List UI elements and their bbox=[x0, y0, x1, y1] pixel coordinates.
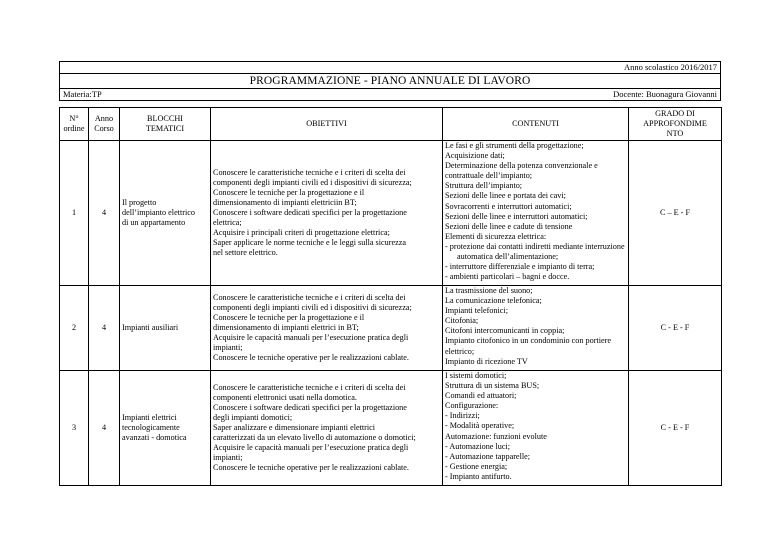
content-item: Struttura dell’impianto; bbox=[445, 181, 523, 191]
header-num-line: ordine bbox=[63, 124, 85, 133]
row-block bbox=[120, 371, 211, 486]
block-line: avanzati - domotica bbox=[122, 433, 187, 443]
content-item: - Automazione tapparelle; bbox=[445, 451, 531, 461]
content-item: - Modalità operative; bbox=[445, 421, 515, 431]
document-sheet bbox=[59, 61, 721, 486]
header-blocks bbox=[120, 108, 211, 141]
objective-line: Conoscere i software dedicati specifici per la progettazione bbox=[213, 207, 407, 217]
objective-line: Saper applicare le norme tecniche e le leggi sulla sicurezza bbox=[213, 238, 406, 248]
contents-list bbox=[445, 286, 626, 367]
content-item: - Automazione luci; bbox=[445, 441, 511, 451]
contents-list bbox=[445, 371, 626, 482]
objective-line: Conoscere le caratteristiche tecniche e i criteri di scelta dei bbox=[213, 167, 406, 177]
row-number: 1 bbox=[60, 141, 89, 286]
block-line: Il progetto bbox=[122, 197, 157, 207]
header-grade-line: NTO bbox=[666, 129, 684, 139]
content-item: I sistemi domotici; bbox=[445, 371, 507, 380]
row-year: 4 bbox=[89, 141, 120, 286]
content-subitem: - interruttore differenziale e impianto di terra; bbox=[445, 262, 595, 272]
objective-line: dimensionamento di impianti elettrici in BT; bbox=[213, 322, 359, 332]
header-contents: CONTENUTI bbox=[443, 108, 629, 141]
row-grade: C – E - F bbox=[629, 141, 722, 286]
objective-line: Saper analizzare e dimensionare impianti elettrici bbox=[213, 422, 376, 432]
content-item: elettrico; bbox=[445, 346, 475, 356]
row-grade: C - E - F bbox=[629, 286, 722, 371]
header-year-line: Anno bbox=[94, 113, 114, 123]
content-item: Sezioni delle linee e cadute di tensione bbox=[445, 221, 573, 231]
row-year: 4 bbox=[89, 286, 120, 371]
table-row bbox=[60, 286, 722, 371]
objective-line: componenti degli impianti civili ed i dispositivi di sicurezza; bbox=[213, 302, 412, 312]
objective-line: impianti; bbox=[213, 343, 243, 353]
header-blocks-line: BLOCCHI bbox=[147, 113, 183, 123]
block-line: Impianti ausiliari bbox=[122, 322, 179, 332]
objective-line: Conoscere le tecniche per la progettazione e il bbox=[213, 312, 365, 322]
content-item: Citofoni intercomunicanti in coppia; bbox=[445, 326, 565, 336]
objective-line: impianti; bbox=[213, 453, 243, 463]
objective-line: Acquisire le capacità manuali per l’esecuzione pratica degli bbox=[213, 443, 409, 453]
objective-line: dimensionamento di impianti elettriciin BT; bbox=[213, 197, 357, 207]
contents-list bbox=[445, 141, 626, 282]
content-item: Sezioni delle linee e interruttori automatici; bbox=[445, 211, 588, 221]
content-item: Impianti telefonici; bbox=[445, 306, 508, 316]
objective-line: Conoscere le tecniche per la progettazione e il bbox=[213, 187, 365, 197]
objective-line: Conoscere le tecniche operative per le realizzazioni cablate. bbox=[213, 463, 409, 473]
content-item: Impianto citofonico in un condominio con portiere bbox=[445, 336, 611, 346]
row-objectives bbox=[211, 286, 443, 371]
objective-line: Conoscere le caratteristiche tecniche e i criteri di scelta dei bbox=[213, 382, 406, 392]
school-year: Anno scolastico 2016/2017 bbox=[60, 62, 721, 74]
block-line: Impianti elettrici bbox=[122, 412, 177, 422]
objective-line: Conoscere le tecniche operative per le realizzazioni cablate. bbox=[213, 353, 409, 363]
content-item: Sezioni delle linee e portata dei cavi; bbox=[445, 191, 566, 201]
objective-line: componenti elettronici usati nella domotica. bbox=[213, 392, 357, 402]
block-line: tecnologicamente bbox=[122, 422, 180, 432]
content-item: - Impianto antifurto. bbox=[445, 471, 512, 481]
content-item: Automazione: funzioni evolute bbox=[445, 431, 547, 441]
content-item: La comunicazione telefonica; bbox=[445, 296, 542, 306]
content-item: Determinazione della potenza convenzionale e bbox=[445, 161, 598, 171]
block-line: dell’impianto elettrico bbox=[122, 207, 195, 217]
row-contents bbox=[443, 371, 629, 486]
plan-table bbox=[59, 107, 722, 486]
content-item: Le fasi e gli strumenti della progettazione; bbox=[445, 141, 584, 150]
header-grade bbox=[629, 108, 722, 141]
row-contents bbox=[443, 141, 629, 286]
row-block bbox=[120, 286, 211, 371]
objective-line: nel settore elettrico. bbox=[213, 248, 278, 258]
header-num bbox=[60, 108, 89, 141]
row-number: 2 bbox=[60, 286, 89, 371]
row-number: 3 bbox=[60, 371, 89, 486]
objective-line: componenti degli impianti civili ed i dispositivi di sicurezza; bbox=[213, 177, 412, 187]
header-objectives: OBIETTIVI bbox=[211, 108, 443, 141]
content-subitem: - protezione dai contatti indiretti mediante interruzione automatica dell’alimentazione; bbox=[445, 241, 625, 262]
content-item: contrattuale dell’impianto; bbox=[445, 171, 533, 181]
row-contents bbox=[443, 286, 629, 371]
table-header-row bbox=[60, 108, 722, 141]
objective-line: Conoscere le caratteristiche tecniche e i criteri di scelta dei bbox=[213, 292, 406, 302]
table-row bbox=[60, 141, 722, 286]
row-block bbox=[120, 141, 211, 286]
row-year: 4 bbox=[89, 371, 120, 486]
content-item: Impianto di ricezione TV bbox=[445, 356, 528, 366]
content-item: Elementi di sicurezza elettrica: bbox=[445, 231, 547, 241]
content-item: Citofonia; bbox=[445, 316, 479, 326]
objective-line: Acquisire i principali criteri di progettazione elettrica; bbox=[213, 228, 390, 238]
content-item: Comandi ed attuatori; bbox=[445, 391, 517, 401]
header-num-line: N° bbox=[69, 113, 79, 123]
document-header bbox=[59, 61, 721, 101]
objective-line: caratterizzati da un elevato livello di automazione o domotici; bbox=[213, 433, 416, 443]
row-objectives bbox=[211, 141, 443, 286]
row-grade: C - E - F bbox=[629, 371, 722, 486]
content-item: - Gestione energia; bbox=[445, 461, 508, 471]
objective-line: degli impianti domotici; bbox=[213, 412, 293, 422]
content-subitem: - ambienti particolari – bagni e docce. bbox=[445, 272, 570, 282]
content-item: - Indirizzi; bbox=[445, 411, 480, 421]
teacher: Docente: Buonagura Giovanni bbox=[613, 89, 717, 99]
header-blocks-line: TEMATICI bbox=[145, 124, 185, 133]
content-item: Struttura di un sistema BUS; bbox=[445, 381, 540, 391]
content-item: Acquisizione dati; bbox=[445, 151, 505, 161]
table-row bbox=[60, 371, 722, 486]
block-line: di un appartamento bbox=[122, 218, 186, 228]
objective-line: elettrica; bbox=[213, 218, 242, 228]
document-title: PROGRAMMAZIONE - PIANO ANNUALE DI LAVORO bbox=[60, 74, 721, 89]
content-item: Sovracorrenti e interruttori automatici; bbox=[445, 201, 572, 211]
objective-line: Conoscere i software dedicati specifici per la progettazione bbox=[213, 402, 407, 412]
header-grade-line: APPROFONDIME bbox=[643, 118, 707, 128]
content-item: Configurazione: bbox=[445, 401, 499, 411]
header-year bbox=[89, 108, 120, 141]
meta-line bbox=[60, 89, 721, 101]
header-grade-line: GRADO DI bbox=[655, 108, 695, 118]
subject: Materia:TP bbox=[63, 89, 102, 99]
row-objectives bbox=[211, 371, 443, 486]
content-item: La trasmissione del suono; bbox=[445, 286, 533, 295]
objective-line: Acquisire le capacità manuali per l’esecuzione pratica degli bbox=[213, 333, 409, 343]
header-year-line: Corso bbox=[94, 124, 114, 133]
